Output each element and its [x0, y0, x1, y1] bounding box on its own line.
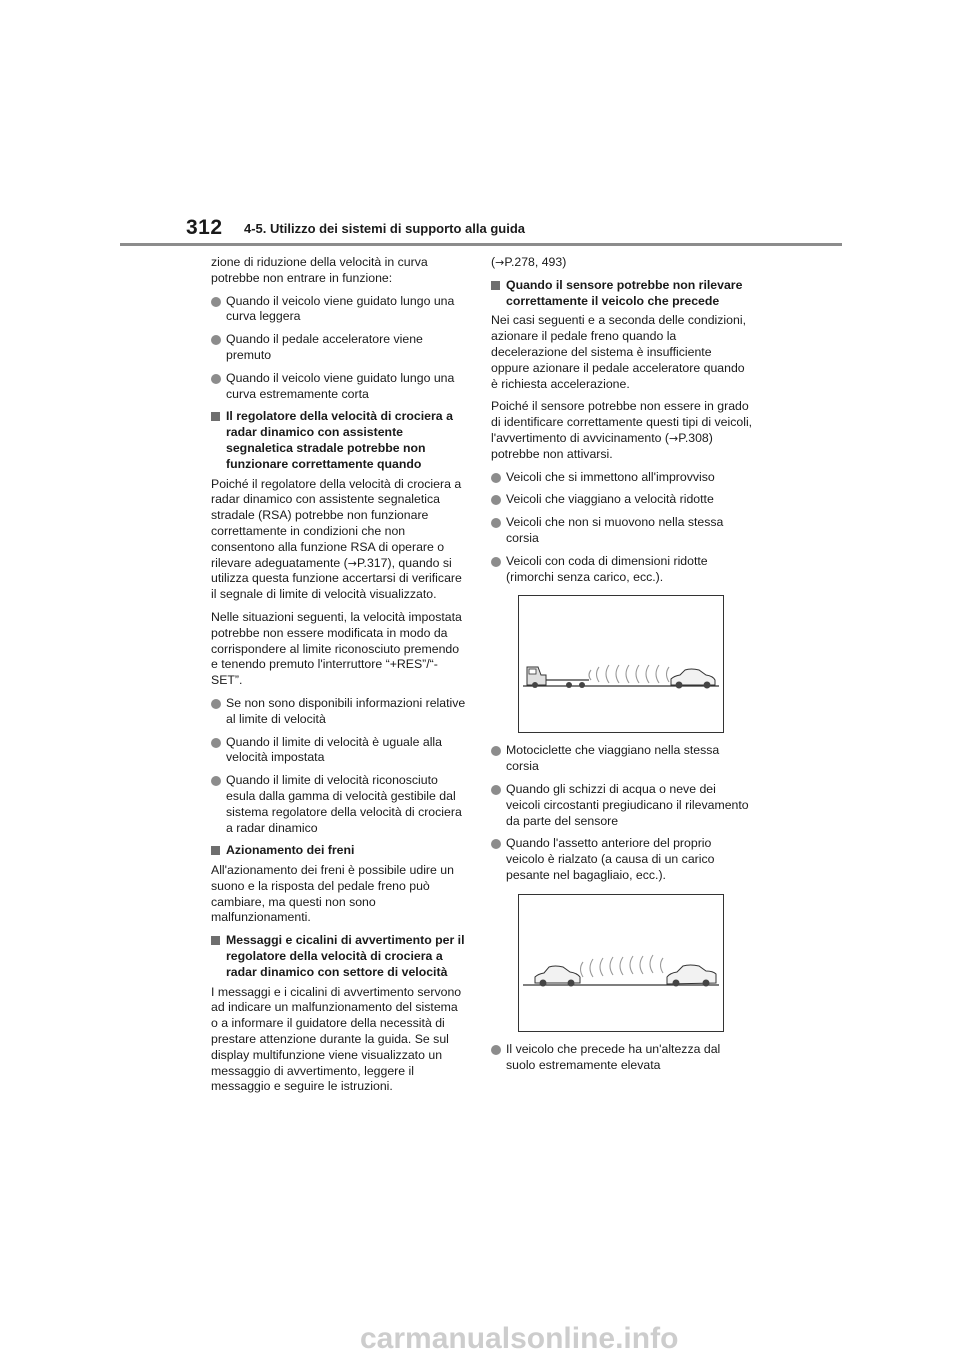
bullet-icon: [491, 518, 501, 528]
section-heading-rsa: Il regolatore della velocità di crociera a radar dinamico con assistente segnaletica stradale potrebbe non funzionare correttamente quando: [211, 409, 468, 472]
section-heading-messages: Messaggi e cicalini di avvertimento per il regolatore della velocità di crociera a radar dinamico con settore di velocità: [211, 933, 468, 980]
bullet-icon: [491, 746, 501, 756]
intro-paragraph: zione di riduzione della velocità in curva potrebbe non entrare in funzione:: [211, 255, 428, 285]
list-item: Veicoli che non si muovono nella stessa corsia: [491, 515, 753, 547]
section-heading-sensor: Quando il sensore potrebbe non rilevare correttamente il veicolo che precede: [491, 278, 753, 310]
square-bullet-icon: [211, 846, 220, 855]
list-item: Quando il limite di velocità è uguale alla velocità impostata: [211, 735, 468, 767]
list-item: Quando il pedale acceleratore viene premuto: [211, 332, 468, 364]
list-item: Se non sono disponibili informazioni relative al limite di velocità: [211, 696, 468, 728]
bullet-icon: [491, 473, 501, 483]
bullet-icon: [491, 557, 501, 567]
section-heading-brakes: Azionamento dei freni: [211, 843, 468, 859]
arrow-icon: →: [347, 556, 357, 570]
bullet-icon: [211, 738, 221, 748]
square-bullet-icon: [211, 412, 220, 421]
arrow-icon: →: [669, 431, 679, 445]
watermark-text: carmanualsonline.info: [360, 1322, 679, 1355]
page-number: 312: [186, 216, 223, 239]
sensor-paragraph-1: Nei casi seguenti e a seconda delle condizioni, azionare il pedale freno quando la decelerazione del sistema è insufficiente oppure azionare il pedale acceleratore quando è richiesta accelerazione.: [491, 313, 746, 391]
truck-trailer-drawing: [519, 596, 723, 732]
list-item: Quando il veicolo viene guidato lungo una curva leggera: [211, 294, 468, 326]
bullet-icon: [211, 335, 221, 345]
bullet-icon: [491, 1045, 501, 1055]
bullet-icon: [491, 495, 501, 505]
list-item: Motociclette che viaggiano nella stessa corsia: [491, 743, 753, 775]
raised-front-car-drawing: [519, 895, 723, 1031]
list-item: Veicoli che si immettono all'improvviso: [491, 470, 753, 486]
list-item: Quando l'assetto anteriore del proprio veicolo è rialzato (a causa di un carico pesante nel bagagliaio, ecc.).: [491, 836, 753, 883]
bullet-icon: [211, 699, 221, 709]
rsa-paragraph: Poiché il regolatore della velocità di crociera a radar dinamico con assistente segnaletica stradale (RSA) potrebbe non funzionare correttamente in condizioni che non consentono alla funzione RSA di operare o rilevare adeguatamente (→P.317), quando si utilizza questa funzione accertarsi di verificare il segnale di limite di velocità visualizzato.: [211, 476, 462, 602]
right-column: [491, 255, 753, 1080]
list-item: Quando il veicolo viene guidato lungo una curva estremamente corta: [211, 371, 468, 403]
list-item: Veicoli che viaggiano a velocità ridotte: [491, 492, 753, 508]
brakes-paragraph: All'azionamento dei freni è possibile udire un suono e la risposta del pedale freno può cambiare, ma questi non sono malfunzionamenti.: [211, 863, 454, 925]
truck-trailer-illustration: [518, 595, 724, 733]
square-bullet-icon: [491, 281, 500, 290]
messages-paragraph: I messaggi e i cicalini di avvertimento servono ad indicare un malfunzionamento del sistema o a informare il guidatore della necessità di prestare attenzione durante la guida. Se sul display multifunzione viene visualizzato un messaggio di avvertimento, leggere il messaggio e seguire le istruzioni.: [211, 984, 462, 1094]
list-item: Veicoli con coda di dimensioni ridotte (rimorchi senza carico, ecc.).: [491, 554, 753, 586]
header-divider: [120, 243, 842, 246]
arrow-icon: →: [495, 256, 505, 269]
square-bullet-icon: [211, 936, 220, 945]
bullet-icon: [211, 297, 221, 307]
bullet-icon: [491, 785, 501, 795]
list-item: Il veicolo che precede ha un'altezza dal suolo estremamente elevata: [491, 1042, 753, 1074]
list-item: Quando il limite di velocità riconosciuto esula dalla gamma di velocità gestibile dal sistema regolatore della velocità di crociera a radar dinamico: [211, 773, 468, 836]
list-item: Quando gli schizzi di acqua o neve dei veicoli circostanti pregiudicano il rilevamento da parte del sensore: [491, 782, 753, 829]
situations-paragraph: Nelle situazioni seguenti, la velocità impostata potrebbe non essere modificata in modo da corrispondere al limite riconosciuto premendo e tenendo premuto l'interruttore “+RES”/“-SET”.: [211, 609, 462, 688]
raised-front-car-illustration: [518, 894, 724, 1032]
left-column: [211, 255, 468, 1102]
section-title: 4-5. Utilizzo dei sistemi di supporto alla guida: [244, 221, 525, 236]
page-reference: P.317: [356, 555, 388, 570]
bullet-icon: [211, 776, 221, 786]
page-reference-line: (→P.278, 493): [491, 255, 567, 269]
bullet-icon: [491, 839, 501, 849]
sensor-paragraph-2: Poiché il sensore potrebbe non essere in grado di identificare correttamente questi tipi di veicoli, l'avvertimento di avvicinamento (→P.308) potrebbe non attivarsi.: [491, 399, 753, 461]
watermark: [360, 1318, 960, 1358]
bullet-icon: [211, 374, 221, 384]
page-reference: P.308: [678, 430, 709, 445]
